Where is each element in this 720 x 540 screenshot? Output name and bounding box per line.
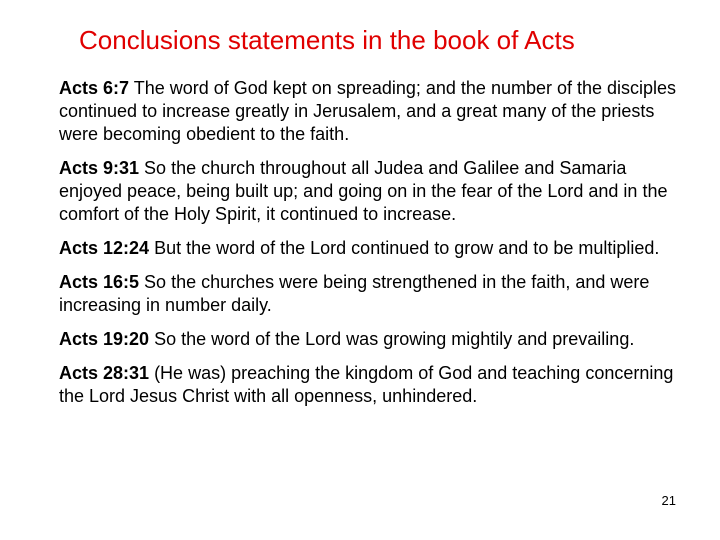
verse-reference: Acts 16:5 (59, 272, 140, 292)
verse-acts-16-5 (59, 271, 689, 317)
verse-list (59, 77, 689, 419)
verse-acts-19-20 (59, 328, 689, 351)
verse-acts-28-31 (59, 362, 689, 408)
verse-text: The word of God kept on spreading; and the number of the disciples continued to increase greatly in Jerusalem, and a great many of the priests were becoming obedient to the faith. (59, 78, 677, 144)
verse-text: So the church throughout all Judea and Galilee and Samaria enjoyed peace, being built up; and going on in the fear of the Lord and in the comfort of the Holy Spirit, it continued to increase. (59, 158, 668, 224)
slide-title: Conclusions statements in the book of Acts (79, 25, 575, 55)
verse-reference: Acts 9:31 (59, 158, 140, 178)
verse-text: So the word of the Lord was growing mightily and prevailing. (149, 329, 635, 349)
verse-reference: Acts 6:7 (59, 78, 130, 98)
verse-reference: Acts 19:20 (59, 329, 150, 349)
verse-acts-12-24 (59, 237, 689, 260)
verse-acts-6-7 (59, 77, 689, 146)
verse-acts-9-31 (59, 157, 689, 226)
verse-reference: Acts 12:24 (59, 238, 150, 258)
page-number: 21 (661, 493, 676, 508)
verse-reference: Acts 28:31 (59, 363, 150, 383)
verse-text: But the word of the Lord continued to grow and to be multiplied. (149, 238, 660, 258)
verse-text: So the churches were being strengthened in the faith, and were increasing in number daily. (59, 272, 650, 315)
verse-text: (He was) preaching the kingdom of God and teaching concerning the Lord Jesus Christ with all openness, unhindered. (59, 363, 674, 406)
